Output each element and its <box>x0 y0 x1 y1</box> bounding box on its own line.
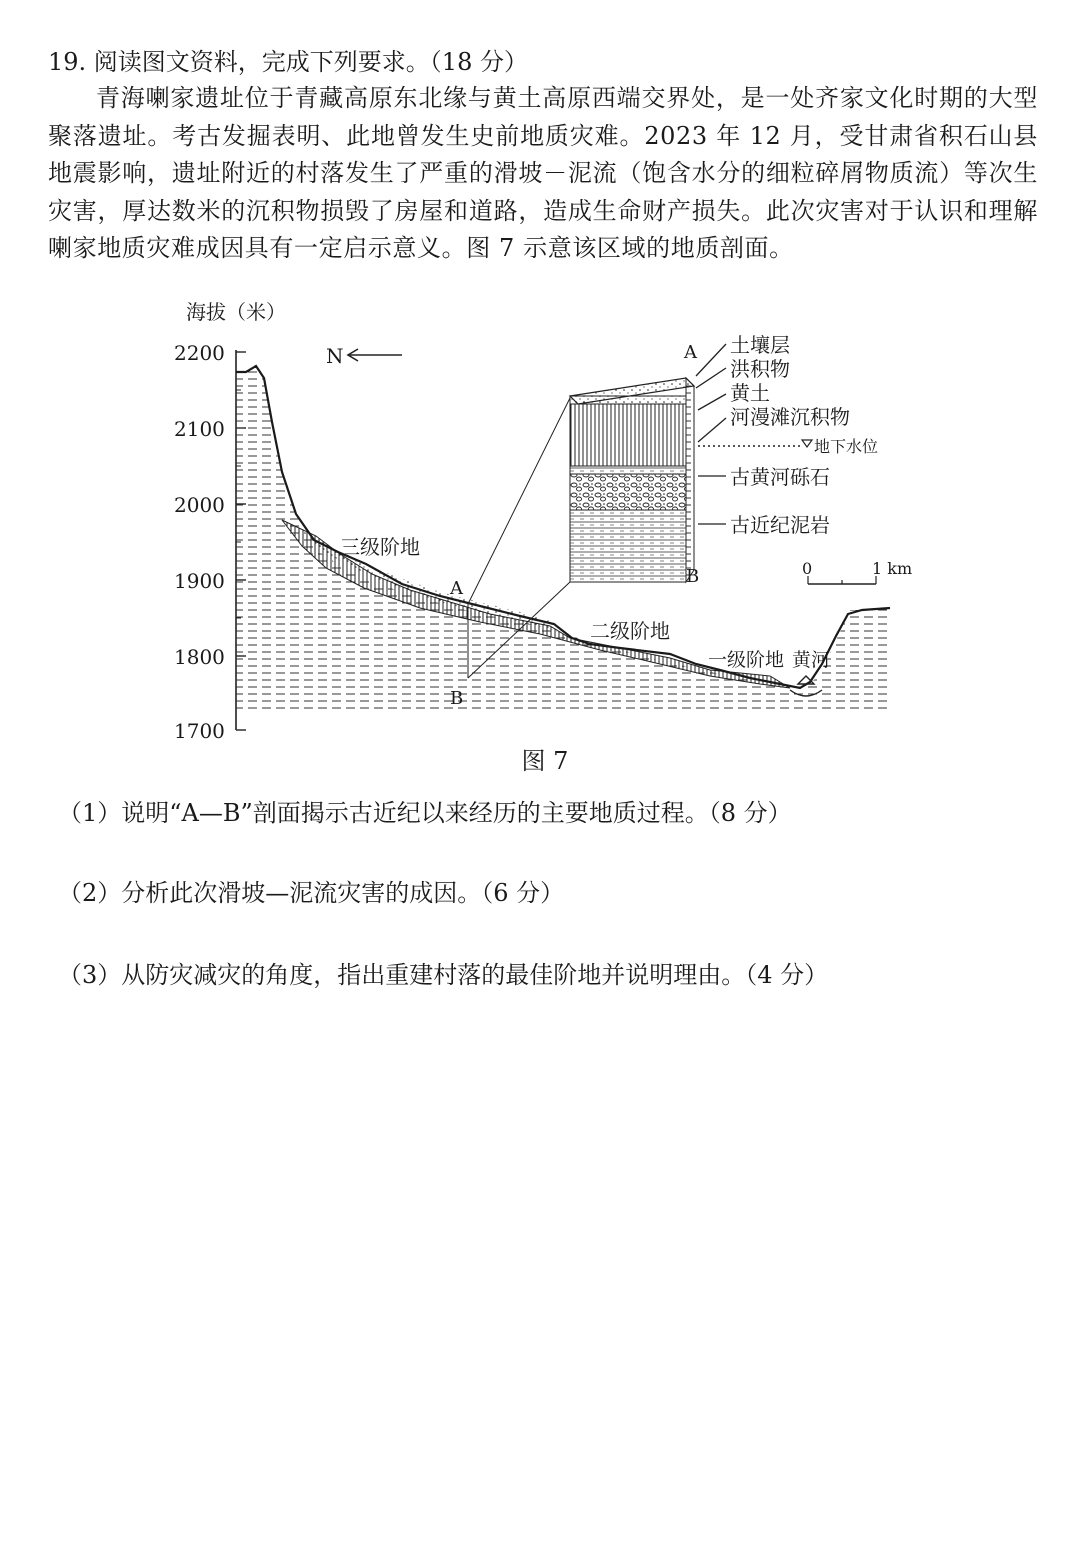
layer-label-flood-deposit: 洪积物 <box>730 357 790 381</box>
layer-label-loess: 黄土 <box>730 381 770 405</box>
scale-zero: 0 <box>802 559 813 578</box>
north-label: N <box>326 344 344 368</box>
sub-question-2: （2）分析此次滑坡—泥流灾害的成因。（6 分） <box>58 879 565 907</box>
y-tick-2200: 2200 <box>174 341 225 365</box>
scale-one-km: 1 km <box>872 559 913 578</box>
point-a-label: A <box>450 578 463 599</box>
point-b-label: B <box>450 688 464 709</box>
stratigraphic-column <box>570 378 694 582</box>
layer-label-floodplain: 河漫滩沉积物 <box>730 405 850 429</box>
geologic-section-diagram <box>150 292 930 742</box>
groundwater-label: 地下水位 <box>814 437 879 456</box>
layer-label-gravel: 古黄河砾石 <box>730 465 830 489</box>
geologic-section-figure <box>150 292 930 742</box>
question-header: 19. 阅读图文资料，完成下列要求。（18 分） <box>48 48 528 76</box>
y-tick-1800: 1800 <box>174 645 225 669</box>
y-tick-2000: 2000 <box>174 493 225 517</box>
sub-question-1: （1）说明“A—B”剖面揭示古近纪以来经历的主要地质过程。（8 分） <box>58 799 792 827</box>
y-tick-1900: 1900 <box>174 569 225 593</box>
column-top-a-label: A <box>684 342 697 363</box>
y-tick-2100: 2100 <box>174 417 225 441</box>
passage-text: 青海喇家遗址位于青藏高原东北缘与黄土高原西端交界处，是一处齐家文化时期的大型聚落遗址。考古发掘表明、此地曾发生史前地质灾难。2023 年 12 月，受甘肃省积石山县地震影响，遗址附近的村落发生了严重的滑坡－泥流（饱含水分的细粒碎屑物质流）等次生灾害，厚达数米的沉积物损毁了房屋和道路，造成生命财产损失。此次灾害对于认识和理解喇家地质灾难成因具有一定启示意义。图 7 示意该区域的地质剖面。 <box>48 84 1038 262</box>
sub-question-3: （3）从防灾减灾的角度，指出重建村落的最佳阶地并说明理由。（4 分） <box>58 961 829 989</box>
layer-label-mudstone: 古近纪泥岩 <box>730 513 830 537</box>
y-axis-title: 海拔（米） <box>186 300 286 324</box>
river-label: 黄河 <box>792 649 831 671</box>
figure-caption: 图 7 <box>521 747 569 775</box>
layer-arrows <box>696 344 726 524</box>
terrace-1-label: 一级阶地 <box>708 649 785 671</box>
y-tick-1700: 1700 <box>174 719 225 742</box>
column-bottom-b-label: B <box>686 566 700 587</box>
terrace-2-label: 二级阶地 <box>590 619 670 643</box>
layer-label-soil: 土壤层 <box>730 333 790 357</box>
water-level-icon <box>802 440 812 447</box>
north-arrow-icon <box>348 349 402 361</box>
scale-bar <box>808 576 876 584</box>
zoom-line-a <box>468 398 570 604</box>
terrace-3-label: 三级阶地 <box>340 535 420 559</box>
